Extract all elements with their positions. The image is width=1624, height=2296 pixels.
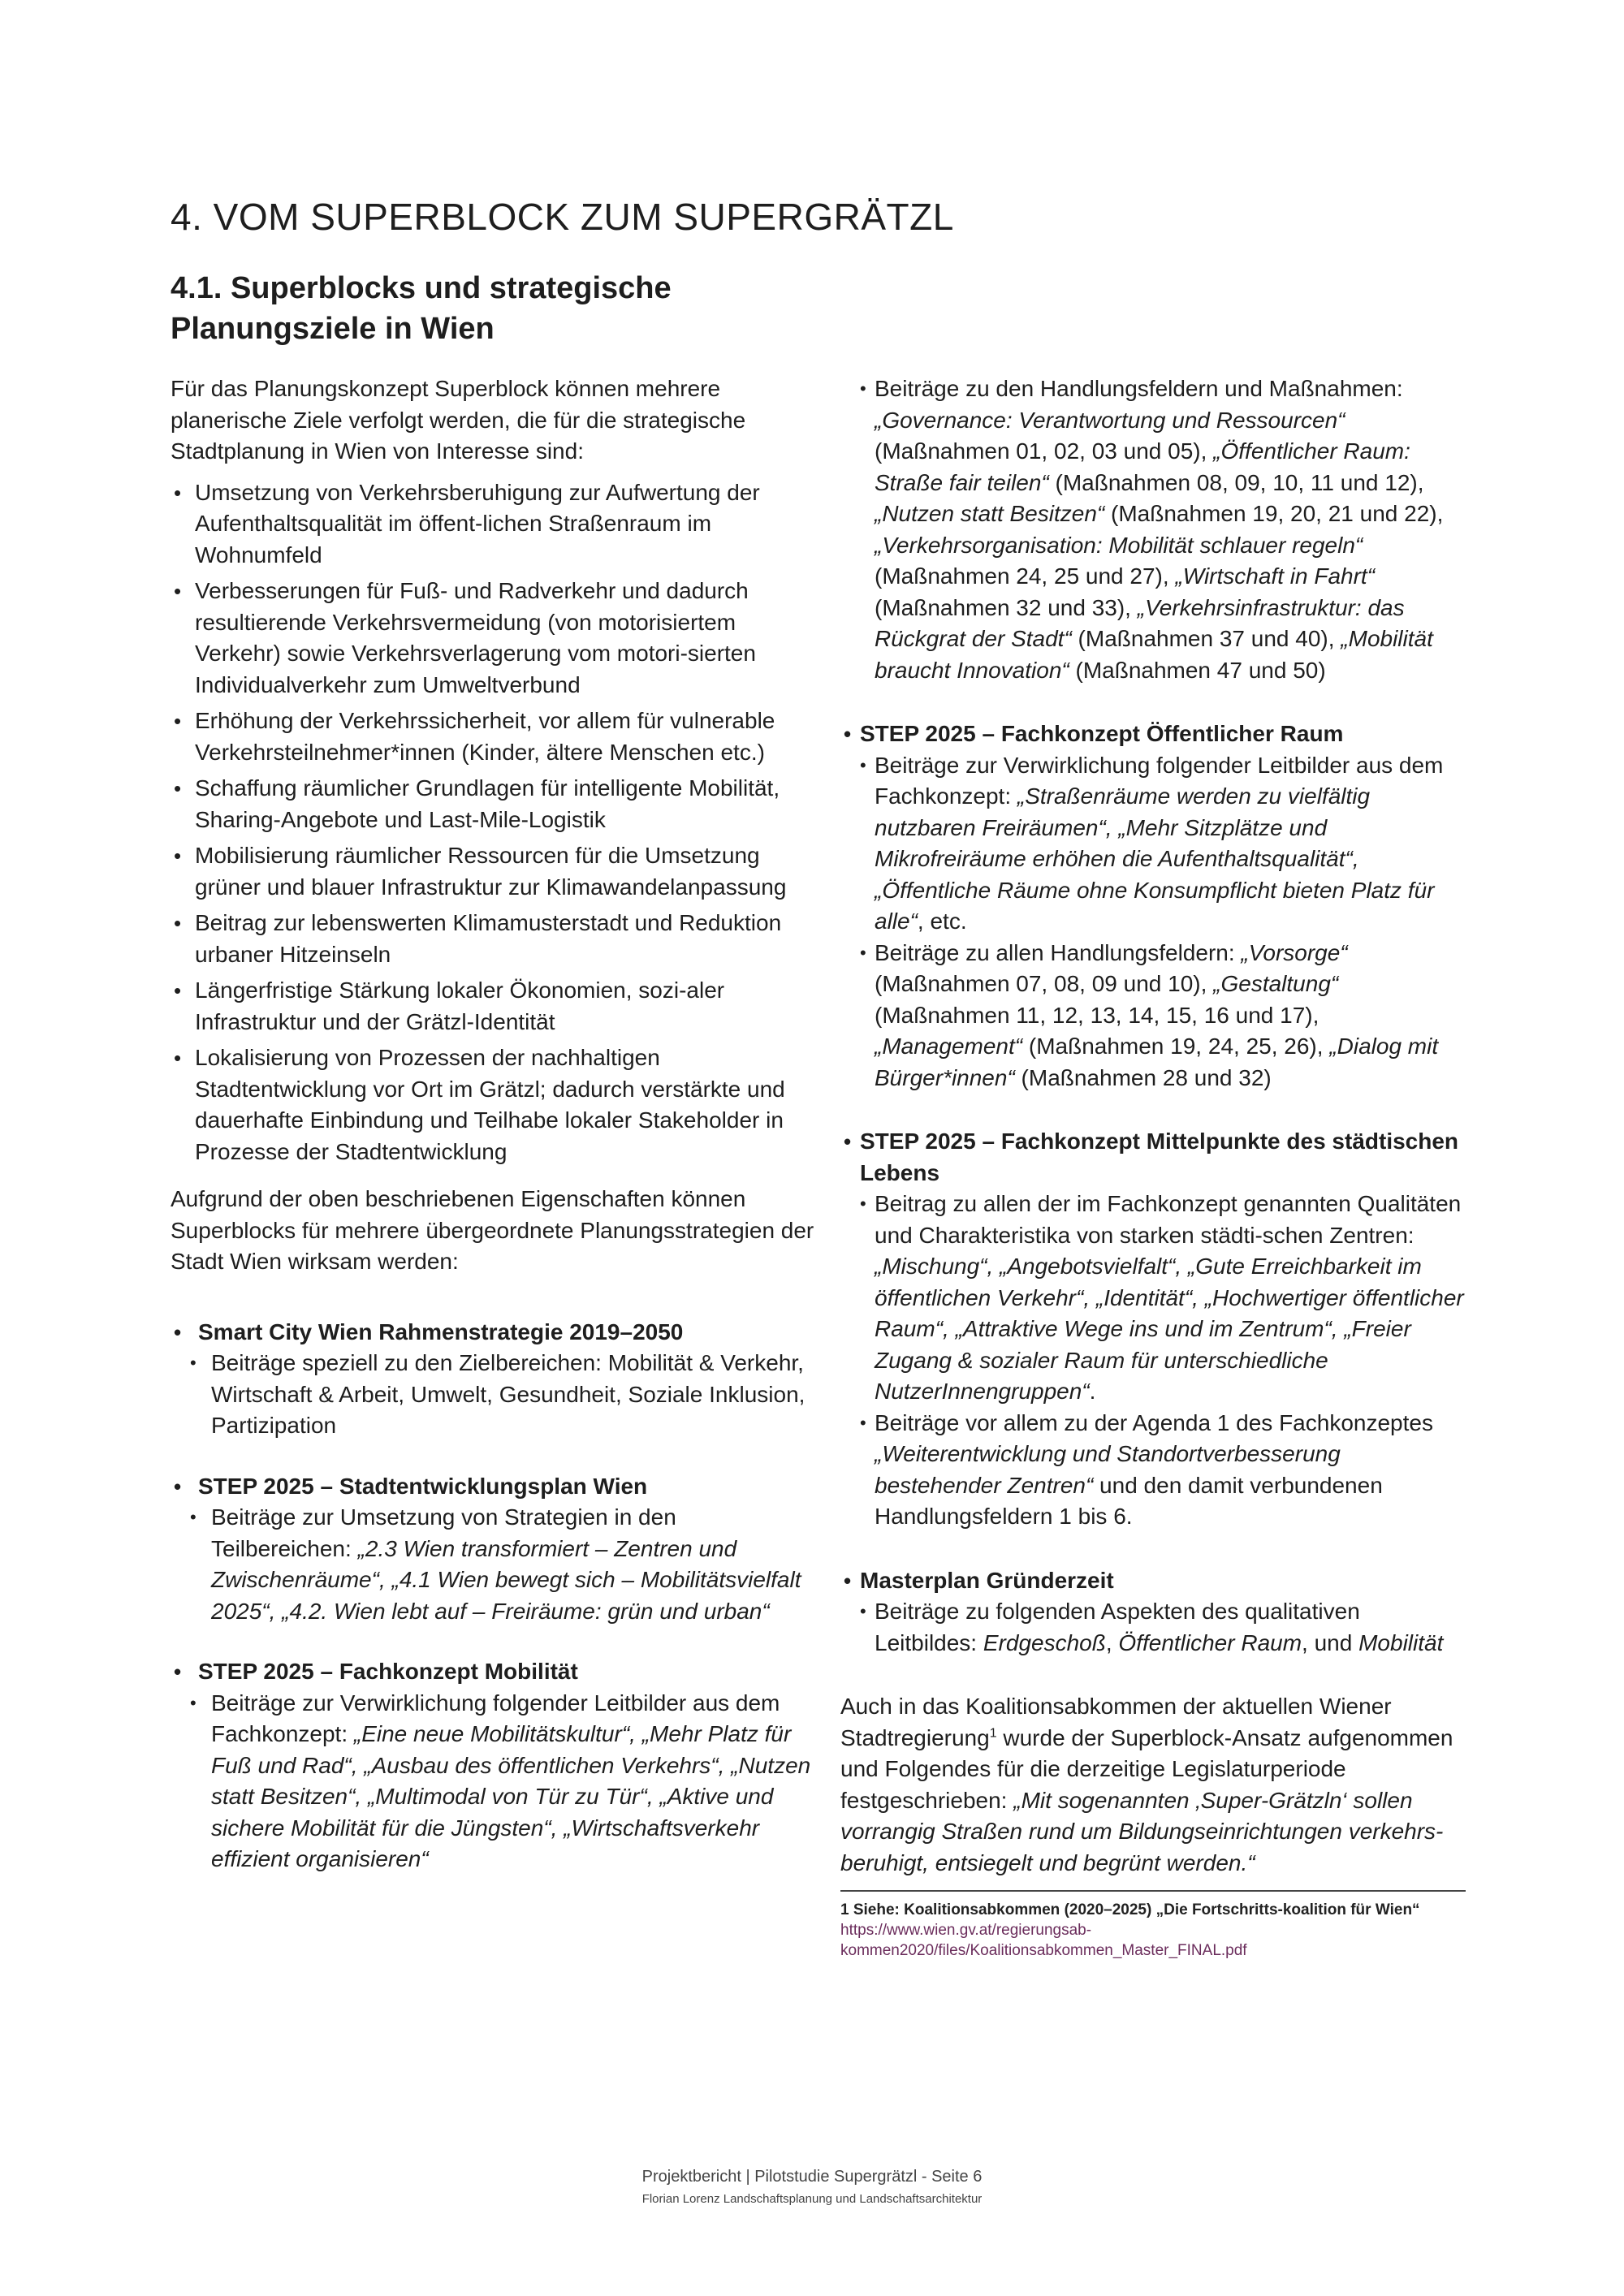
contribution-text: (Maßnahmen 08, 09, 10, 11 und 12), xyxy=(1048,469,1424,495)
contribution-text: Beiträge zur Verwirklichung folgender Leitbilder aus dem Fachkonzept: xyxy=(875,752,1444,809)
contribution-text: Beitrag zu allen der im Fachkonzept genannten Qualitäten und Charakteristika von starken städti-schen Zentren: xyxy=(875,1191,1462,1248)
contribution-text: und den damit verbundenen Handlungsfeldern 1 bis 6. xyxy=(875,1472,1383,1529)
goal-item: • Umsetzung von Verkehrsberuhigung zur Aufwertung der Aufenthaltsqualität im öffent-lichen Straßenraum im Wohnumfeld xyxy=(171,477,820,572)
contribution-text: Beiträge zu allen Handlungsfeldern: xyxy=(875,939,1242,965)
contribution-text: (Maßnahmen 11, 12, 13, 14, 15, 16 und 17), xyxy=(875,1002,1320,1028)
left-column xyxy=(171,373,820,1905)
contribution-text: Beiträge zu den Handlungsfeldern und Maßnahmen: xyxy=(875,376,1403,401)
strategy-mobility xyxy=(171,1656,820,1875)
contribution-quote: „Governance: Verantwortung und Ressourcen“ xyxy=(875,407,1345,433)
closing-text: wurde der Superblock-Ansatz aufgenommen und Folgendes für die derzeitige Legislaturperiode festgeschrieben: xyxy=(840,1724,1453,1813)
right-column xyxy=(840,373,1466,1961)
contribution-text: (Maßnahmen 01, 02, 03 und 05), xyxy=(875,438,1214,464)
strategy-contribution xyxy=(840,1596,1466,1659)
strategy-contribution xyxy=(840,1189,1466,1408)
strategy-public-space xyxy=(840,719,1466,1094)
contribution-quote: „Vorsorge“ xyxy=(1241,939,1348,965)
section-title xyxy=(171,268,901,349)
strategy-title: • STEP 2025 – Fachkonzept Mittelpunkte des städtischen Lebens xyxy=(840,1126,1466,1189)
contribution-quote: „Management“ xyxy=(875,1034,1023,1059)
contribution-text: , und xyxy=(1302,1629,1359,1655)
contribution-text: Beiträge zur Verwirklichung folgender Leitbilder aus dem Fachkonzept: xyxy=(211,1690,780,1746)
goal-item: • Lokalisierung von Prozessen der nachhaltigen Stadtentwicklung vor Ort im Grätzl; dadurch verstärkte und dauerhafte Einbindung und Teilhabe lokaler Stakeholder in Prozesse der Stadtentwicklung xyxy=(171,1042,820,1167)
footnote xyxy=(840,1900,1466,1961)
goal-item: • Längerfristige Stärkung lokaler Ökonomien, sozi-aler Infrastruktur und der Grätzl-Identität xyxy=(171,975,820,1038)
section-title-line2: Planungsziele in Wien xyxy=(171,312,495,346)
footnote-marker: 1 xyxy=(989,1726,997,1741)
contribution-quote: „Mischung“, „Angebotsvielfalt“, „Gute Erreichbarkeit im öffentlichen Verkehr“, „Identität“, „Hochwertiger öffentlicher Raum“, „Attraktive Wege ins und im Zentrum“, „Freier Zugang & sozialer Raum für unterschiedliche NutzerInnengruppen“ xyxy=(875,1254,1464,1404)
strategy-title: • STEP 2025 – Fachkonzept Mobilität xyxy=(171,1656,820,1688)
contribution-quote: „Eine neue Mobilitätskultur“, „Mehr Platz für Fuß und Rad“, „Ausbau des öffentlichen Verkehrs“, „Nutzen statt Besitzen“, „Multimodal von Tür zu Tür“, „Aktive und sichere Mobilität für die Jüngsten“, „Wirtschaftsverkehr effizient organisieren“ xyxy=(211,1721,811,1871)
goal-item: • Schaffung räumlicher Grundlagen für intelligente Mobilität, Sharing-Angebote und Last-Mile-Logistik xyxy=(171,773,820,835)
closing-text: Auch in das Koalitionsabkommen der aktuellen Wiener Stadtregierung xyxy=(840,1694,1392,1750)
footnote-divider xyxy=(840,1890,1466,1892)
contribution-quote: „Öffentlicher Raum: Straße fair teilen“ xyxy=(875,438,1410,495)
strategy-contribution xyxy=(840,1408,1466,1533)
strategy-contribution xyxy=(171,1688,820,1875)
contribution-quote: „Verkehrsorganisation: Mobilität schlauer regeln“ xyxy=(875,532,1363,558)
contribution-text: (Maßnahmen 28 und 32) xyxy=(1014,1064,1272,1090)
strategy-contribution: • Beiträge speziell zu den Zielbereichen: Mobilität & Verkehr, Wirtschaft & Arbeit, Umwelt, Gesundheit, Soziale Inklusion, Partizipation xyxy=(171,1348,820,1442)
goal-item: • Verbesserungen für Fuß- und Radverkehr und dadurch resultierende Verkehrsvermeidung (von motorisiertem Verkehr) sowie Verkehrsverlagerung vom motori-sierten Individualverkehr zum Umweltverbund xyxy=(171,576,820,701)
strategy-city-centres xyxy=(840,1126,1466,1533)
strategy-contribution xyxy=(840,373,1466,686)
contribution-text: (Maßnahmen 07, 08, 09 und 10), xyxy=(875,971,1214,996)
contribution-quote: Mobilität xyxy=(1358,1629,1444,1655)
strategy-contribution xyxy=(171,1502,820,1627)
contribution-text: (Maßnahmen 37 und 40), xyxy=(1071,626,1341,651)
outro-paragraph: Aufgrund der oben beschriebenen Eigenschaften können Superblocks für mehrere übergeordnete Planungsstrategien der Stadt Wien wirksam werden: xyxy=(171,1186,814,1274)
contribution-quote: „Dialog mit Bürger*innen“ xyxy=(875,1034,1439,1090)
contribution-quote: Erdgeschoß xyxy=(983,1629,1106,1655)
closing-quote: „Mit sogenannten ‚Super-Grätzln‘ sollen vorrangig Straßen rund um Bildungseinrichtungen verkehrs-beruhigt, entsiegelt und begrünt werden.“ xyxy=(840,1787,1444,1875)
footnote-text: 1 Siehe: Koalitionsabkommen (2020–2025) „Die Fortschritts-koalition für Wien“ xyxy=(840,1901,1420,1918)
contribution-quote: Öffentlicher Raum xyxy=(1118,1629,1302,1655)
strategy-step-2025 xyxy=(171,1471,820,1628)
contribution-text: (Maßnahmen 24, 25 und 27), xyxy=(875,563,1176,589)
footnote-link[interactable]: https://www.wien.gv.at/regierungsab-kommen2020/files/Koalitionsabkommen_Master_FINAL.pdf xyxy=(840,1922,1247,1959)
contribution-text: , xyxy=(1105,1629,1119,1655)
goal-item: • Mobilisierung räumlicher Ressourcen für die Umsetzung grüner und blauer Infrastruktur zur Klimawandelanpassung xyxy=(171,840,820,903)
contribution-quote: „Mobilität braucht Innovation“ xyxy=(875,626,1433,683)
closing-paragraph xyxy=(840,1691,1466,1879)
contribution-quote: „Weiterentwicklung und Standortverbesserung bestehender Zentren“ xyxy=(875,1441,1341,1498)
contribution-text: . xyxy=(1089,1379,1096,1404)
footer-title: Projektbericht | Pilotstudie Supergrätzl - Seite 6 xyxy=(641,2168,983,2186)
strategy-contribution xyxy=(840,750,1466,938)
contribution-quote: „2.3 Wien transformiert – Zentren und Zwischenräume“, „4.1 Wien bewegt sich – Mobilitätsvielfalt 2025“, „4.2. Wien lebt auf – Freiräume: grün und urban“ xyxy=(211,1535,801,1624)
strategy-title: • STEP 2025 – Fachkonzept Öffentlicher Raum xyxy=(840,719,1466,750)
contribution-text: , etc. xyxy=(917,908,967,934)
contribution-quote: „Straßenräume werden zu vielfältig nutzbaren Freiräumen“, „Mehr Sitzplätze und Mikrofreiräume erhöhen die Aufenthaltsqualität“, „Öffentliche Räume ohne Konsumpflicht bieten Platz für alle“ xyxy=(875,783,1435,934)
contribution-quote: „Verkehrsinfrastruktur: das Rückgrat der Stadt“ xyxy=(875,594,1405,651)
contribution-text: Beiträge zu folgenden Aspekten des qualitativen Leitbildes: xyxy=(875,1599,1360,1655)
strategy-contribution xyxy=(840,938,1466,1094)
contribution-text: Beiträge vor allem zu der Agenda 1 des Fachkonzeptes xyxy=(875,1409,1433,1435)
contribution-text: (Maßnahmen 32 und 33), xyxy=(875,594,1138,620)
contribution-quote: „Gestaltung“ xyxy=(1213,971,1339,996)
chapter-title: 4. VOM SUPERBLOCK ZUM SUPERGRÄTZL xyxy=(171,196,954,238)
contribution-text: (Maßnahmen 19, 20, 21 und 22), xyxy=(1104,501,1444,526)
strategy-title: • Masterplan Gründerzeit xyxy=(840,1565,1466,1597)
strategy-masterplan xyxy=(840,1565,1466,1659)
intro-paragraph: Für das Planungskonzept Superblock können mehrere planerische Ziele verfolgt werden, die für die strategische Stadtplanung in Wien von Interesse sind: xyxy=(171,376,746,464)
contribution-quote: „Wirtschaft in Fahrt“ xyxy=(1175,563,1376,589)
goal-item: • Beitrag zur lebenswerten Klimamusterstadt und Reduktion urbaner Hitzeinseln xyxy=(171,908,820,970)
section-title-line1: 4.1. Superblocks und strategische xyxy=(171,271,672,305)
strategy-smart-city xyxy=(171,1317,820,1442)
strategy-title: • Smart City Wien Rahmenstrategie 2019–2050 xyxy=(171,1317,820,1349)
contribution-text: Beiträge zur Umsetzung von Strategien in den Teilbereichen: xyxy=(211,1504,676,1561)
mobility-measures xyxy=(840,373,1466,686)
footer-author: Florian Lorenz Landschaftsplanung und Landschaftsarchitektur xyxy=(641,2192,983,2206)
contribution-text: (Maßnahmen 47 und 50) xyxy=(1069,657,1326,683)
contribution-text: (Maßnahmen 19, 24, 25, 26), xyxy=(1022,1034,1330,1059)
strategy-title: • STEP 2025 – Stadtentwicklungsplan Wien xyxy=(171,1471,820,1503)
goal-item: • Erhöhung der Verkehrssicherheit, vor allem für vulnerable Verkehrsteilnehmer*innen (Kinder, ältere Menschen etc.) xyxy=(171,706,820,768)
contribution-quote: „Nutzen statt Besitzen“ xyxy=(875,501,1105,526)
goals-list xyxy=(171,477,820,1168)
